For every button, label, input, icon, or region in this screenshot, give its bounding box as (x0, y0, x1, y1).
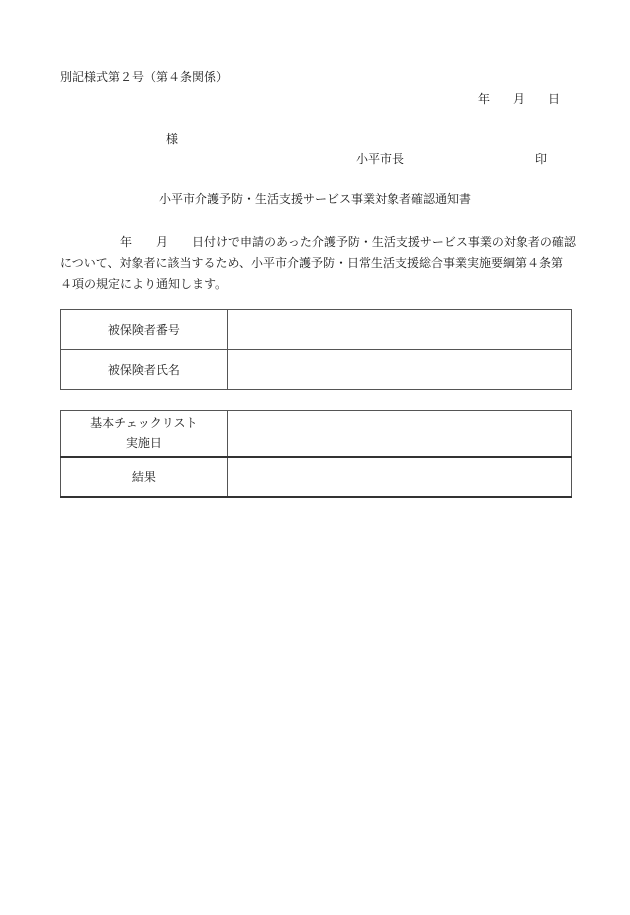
insured-number-label: 被保険者番号 (61, 310, 228, 350)
insured-number-field[interactable] (227, 310, 571, 350)
checklist-date-label-line-1: 基本チェックリスト (90, 416, 198, 431)
result-field[interactable] (227, 457, 571, 497)
body-year-label: 年 (120, 235, 133, 249)
insured-name-field[interactable] (227, 350, 571, 390)
checklist-date-field[interactable] (227, 411, 571, 457)
notice-body (60, 232, 580, 295)
table-row (61, 457, 572, 497)
body-line-3: ４項の規定により通知します。 (60, 277, 228, 291)
date-line (478, 90, 560, 107)
checklist-date-label-line-2: 実施日 (125, 436, 162, 451)
body-month-label: 月 (156, 235, 169, 249)
seal-mark: 印 (535, 152, 548, 166)
date-day-label: 日 (548, 92, 561, 106)
result-label: 結果 (61, 457, 228, 497)
date-month-label: 月 (513, 92, 526, 106)
document-title: 小平市介護予防・生活支援サービス事業対象者確認通知書 (158, 192, 471, 206)
body-line-1-text: 日付けで申請のあった介護予防・生活支援サービス事業の対象者の確認 (192, 235, 576, 249)
insured-name-label: 被保険者氏名 (61, 350, 228, 390)
date-year-label: 年 (478, 92, 491, 106)
checklist-table (60, 410, 572, 498)
table-row (61, 350, 572, 390)
body-line-1 (60, 232, 580, 253)
form-number: 別記様式第２号（第４条関係） (60, 70, 229, 84)
table-row (61, 310, 572, 350)
checklist-date-label (61, 411, 228, 457)
body-line-2: について、対象者に該当するため、小平市介護予防・日常生活支援総合事業実施要綱第４条第 (60, 256, 564, 270)
recipient-honorific: 様 (166, 132, 179, 146)
table-row (61, 411, 572, 457)
issuer-name: 小平市長 (356, 152, 405, 166)
insured-info-table (60, 309, 572, 390)
